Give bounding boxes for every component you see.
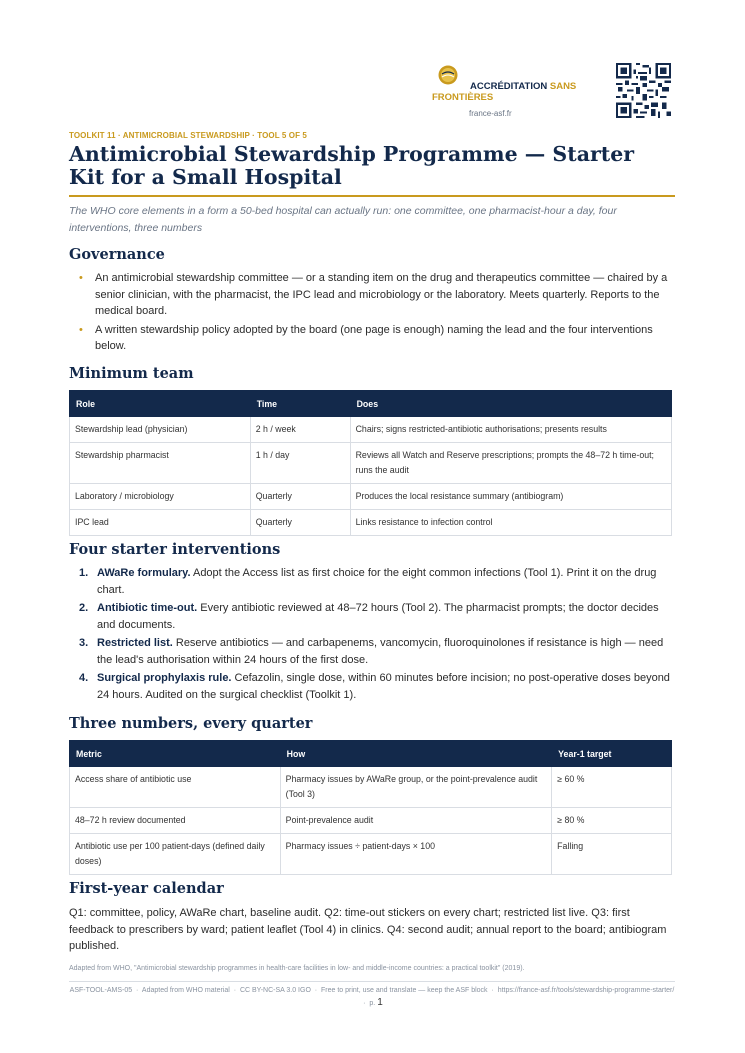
list-item-lead: Antibiotic time-out.: [97, 602, 198, 614]
list-item-lead: AWaRe formulary.: [97, 567, 191, 579]
column-header: Year-1 target: [552, 741, 672, 767]
list-item-text: An antimicrobial stewardship committee — or a standing item on the drug and therapeutics committee — chaired by a senior clinician, with the pharmacist, the IPC lead and microbiology or the laboratory. Meets quarterly. Reports to the medical board.: [95, 272, 668, 317]
table-cell: Antibiotic use per 100 patient-days (defined daily doses): [70, 834, 281, 875]
page-prefix: p.: [369, 1000, 376, 1007]
table-cell: Stewardship lead (physician): [70, 417, 251, 443]
calendar-heading: First-year calendar: [69, 880, 224, 897]
page-subtitle: The WHO core elements in a form a 50-bed hospital can actually run: one committee, one pharmacist-hour a day, four interventions, three numbers: [69, 205, 617, 234]
list-item-text: Cefazolin, single dose, within 60 minutes before incision; no post-operative doses beyond 24 hours. Audited on the surgical checklist (Toolkit 1).: [97, 672, 670, 701]
table-row: [70, 767, 672, 808]
brand-name-part1: ACCRÉDITATION: [470, 81, 548, 92]
bullet-icon: •: [79, 272, 83, 284]
footer-notice: Free to print, use and translate — keep the ASF block: [321, 987, 488, 994]
page-title: Antimicrobial Stewardship Programme — Starter Kit for a Small Hospital: [69, 142, 635, 189]
table-header-row: [70, 741, 672, 767]
table-cell: Chairs; signs restricted-antibiotic authorisations; presents results: [350, 417, 671, 443]
metrics-heading: Three numbers, every quarter: [69, 715, 313, 732]
title-divider: [69, 195, 675, 197]
table-row: [70, 484, 672, 510]
table-cell: Laboratory / microbiology: [70, 484, 251, 510]
interventions-list: [69, 565, 675, 705]
list-number: 3.: [79, 637, 89, 649]
table-cell: ≥ 80 %: [552, 808, 672, 834]
list-item-text: Reserve antibiotics — and carbapenems, vancomycin, fluoroquinolones if resistance is high — need the lead's authorisation within 24 hours of the first dose.: [97, 637, 664, 666]
table-cell: IPC lead: [70, 510, 251, 536]
brand-name-part2: SANS FRONTIÈRES: [432, 81, 577, 103]
table-cell: 48–72 h review documented: [70, 808, 281, 834]
source-note: Adapted from WHO, "Antimicrobial stewardship programmes in health-care facilities in low- and middle-income countries: a practical toolkit" (2019).: [69, 965, 525, 972]
governance-list: [69, 270, 675, 357]
list-number: 1.: [79, 567, 89, 579]
metrics-table: [69, 740, 672, 875]
footer-divider: [69, 981, 675, 982]
team-heading: Minimum team: [69, 365, 194, 382]
bullet-icon: •: [79, 323, 83, 336]
table-cell: Falling: [552, 834, 672, 875]
list-item-lead: Surgical prophylaxis rule.: [97, 672, 232, 684]
list-number: 4.: [79, 672, 89, 684]
list-item: [69, 635, 675, 668]
table-row: [70, 808, 672, 834]
list-item: [69, 270, 675, 320]
list-number: 2.: [79, 602, 89, 614]
toolkit-label: TOOLKIT 11 · ANTIMICROBIAL STEWARDSHIP · TOOL 5 OF 5: [69, 131, 307, 140]
table-cell: Pharmacy issues by AWaRe group, or the point-prevalence audit (Tool 3): [280, 767, 552, 808]
column-header: Does: [350, 391, 671, 417]
footer-adapted: Adapted from WHO material: [141, 987, 230, 994]
footer-license: CC BY-NC-SA 3.0 IGO: [239, 987, 311, 994]
column-header: Metric: [70, 741, 281, 767]
team-table: [69, 390, 672, 536]
table-cell: 2 h / week: [250, 417, 350, 443]
table-cell: Reviews all Watch and Reserve prescriptions; prompts the 48–72 h time-out; runs the audit: [350, 443, 671, 484]
table-cell: ≥ 60 %: [552, 767, 672, 808]
table-cell: Quarterly: [250, 510, 350, 536]
list-item-text: Adopt the Access list as first choice for the eight common infections (Tool 1). Print it on the drug chart.: [97, 567, 657, 596]
column-header: Role: [70, 391, 251, 417]
calendar-text: Q1: committee, policy, AWaRe chart, baseline audit. Q2: time-out stickers on every chart; restricted list live. Q3: first feedback to prescribers by ward; patient leaflet (Tool 4) in clinics. Q4: second audit; annual report to the board; antibiogram published.: [69, 907, 667, 952]
table-row: [70, 443, 672, 484]
footer-code: ASF-TOOL-AMS-05: [69, 987, 133, 994]
table-cell: Stewardship pharmacist: [70, 443, 251, 484]
list-item-text: Every antibiotic reviewed at 48–72 hours (Tool 2). The pharmacist prompts; the doctor decides and documents.: [97, 602, 659, 631]
table-cell: Links resistance to infection control: [350, 510, 671, 536]
list-item: [69, 600, 675, 633]
table-cell: Quarterly: [250, 484, 350, 510]
table-row: [70, 510, 672, 536]
content-column: [69, 0, 675, 1053]
table-cell: Access share of antibiotic use: [70, 767, 281, 808]
table-cell: Produces the local resistance summary (antibiogram): [350, 484, 671, 510]
governance-heading: Governance: [69, 246, 165, 263]
table-cell: Point-prevalence audit: [280, 808, 552, 834]
column-header: Time: [250, 391, 350, 417]
table-header-row: [70, 391, 672, 417]
table-cell: 1 h / day: [250, 443, 350, 484]
list-item: [69, 565, 675, 598]
column-header: How: [280, 741, 552, 767]
list-item: [69, 322, 675, 355]
brand-url[interactable]: france-asf.fr: [469, 109, 512, 118]
list-item-text: A written stewardship policy adopted by the board (one page is enough) naming the lead and the four interventions below.: [95, 323, 653, 352]
list-item: [69, 670, 675, 703]
footer-link[interactable]: https://france-asf.fr/tools/stewardship-programme-starter/: [497, 987, 675, 994]
list-item-lead: Restricted list.: [97, 637, 173, 649]
table-cell: Pharmacy issues ÷ patient-days × 100: [280, 834, 552, 875]
page-number: 1: [377, 997, 383, 1008]
interventions-heading: Four starter interventions: [69, 541, 281, 558]
table-row: [70, 834, 672, 875]
footer: ASF-TOOL-AMS-05 · Adapted from WHO material · CC BY-NC-SA 3.0 IGO · Free to print, use and translate — keep the ASF block · https://france-asf.fr/tools/stewardship-programme-starter/ · p. 1: [69, 987, 675, 1008]
table-row: [70, 417, 672, 443]
